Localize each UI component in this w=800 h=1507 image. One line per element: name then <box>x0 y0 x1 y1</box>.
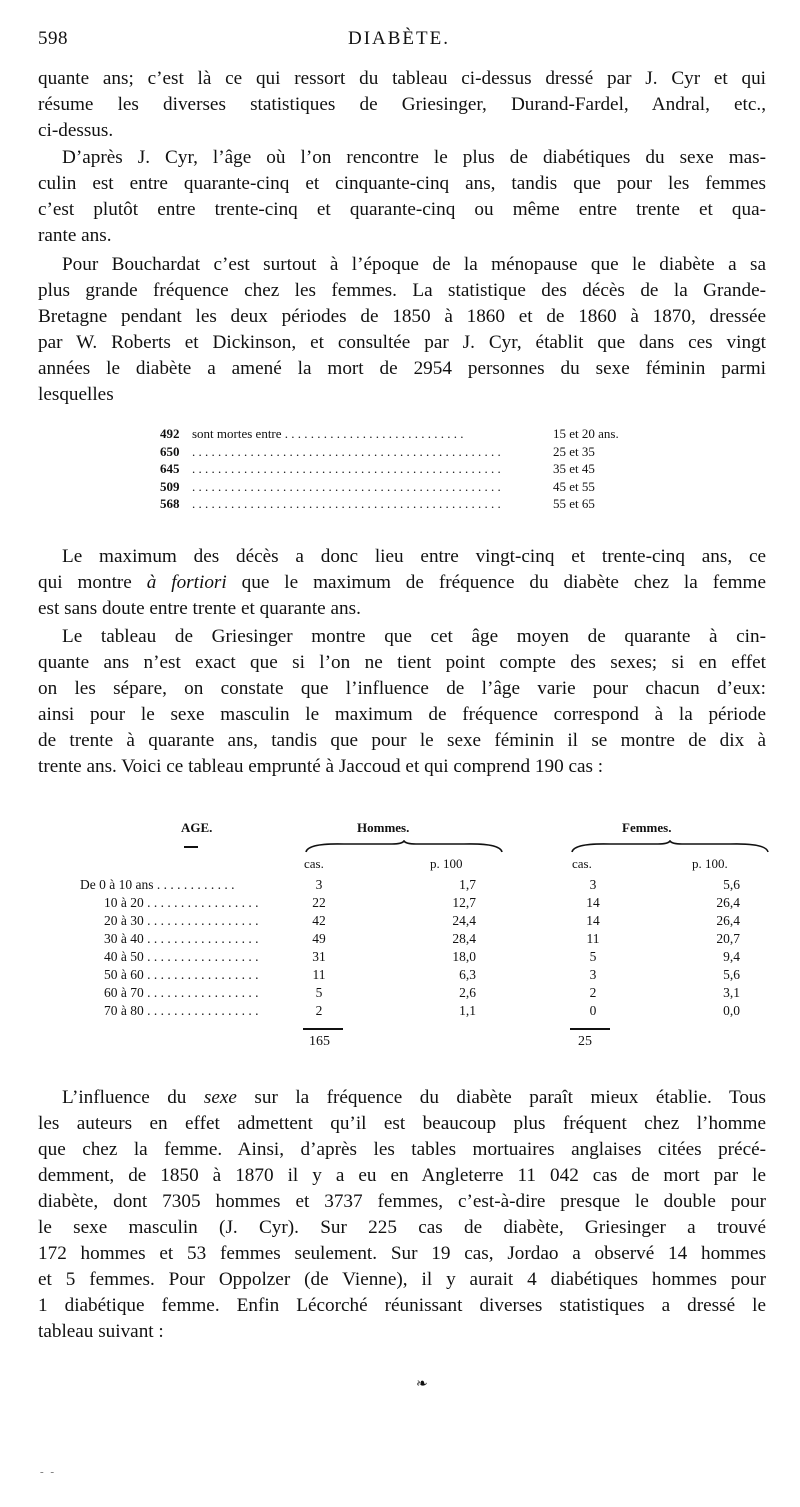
text-line: de trente à quarante ans, tandis que pour le sexe féminin il se montre de dix à <box>38 730 766 751</box>
table-row <box>80 967 760 984</box>
men-column-header: Hommes. <box>357 820 410 835</box>
text-line: lesquelles <box>38 384 114 405</box>
age-range-cell: 60 à 70 . . . . . . . . . . . . . . . . . <box>104 985 259 1000</box>
women-total: 25 <box>578 1034 592 1049</box>
table-row <box>80 877 760 894</box>
paragraph-4 <box>38 544 766 622</box>
text-line <box>38 1085 766 1111</box>
men-percent-cell: 2,6 <box>459 985 476 1000</box>
list-item <box>160 425 660 443</box>
text-line: c’est plutôt entre trente-cinq et quarante-cinq ou même entre trente et qua- <box>38 199 766 220</box>
text-line: 172 hommes et 53 femmes seulement. Sur 19 cas, Jordao a observé 14 hommes <box>38 1243 766 1264</box>
list-item <box>160 443 660 461</box>
text-line: le sexe masculin (J. Cyr). Sur 225 cas de diabète, Griesinger a trouvé <box>38 1217 766 1238</box>
women-percent-cell: 5,6 <box>723 877 740 892</box>
age-range-cell: 30 à 40 . . . . . . . . . . . . . . . . . <box>104 931 259 946</box>
women-cases-cell: 14 <box>586 895 600 910</box>
table-row <box>80 895 760 912</box>
age-range-cell: 40 à 50 . . . . . . . . . . . . . . . . . <box>104 949 259 964</box>
bottom-mark: - - <box>40 1466 57 1478</box>
women-percent-cell: 26,4 <box>716 913 740 928</box>
age-range: 25 et 35 <box>553 443 595 459</box>
death-count: 509 <box>160 478 180 494</box>
text-line: Pour Bouchardat c’est surtout à l’époque de la ménopause que le diabète a sa <box>62 254 766 275</box>
text-line: demment, de 1850 à 1870 il y a eu en Angleterre 11 042 cas de mort par le <box>38 1165 766 1186</box>
text-line: Bretagne pendant les deux périodes de 1850 à 1860 et de 1860 à 1870, dressée <box>38 306 766 327</box>
text-line: Le tableau de Griesinger montre que cet âge moyen de quarante à cin- <box>62 626 766 647</box>
text-run: sur la fréquence du diabète paraît mieux établie. Tous <box>236 1087 766 1108</box>
men-percent-cell: 6,3 <box>459 967 476 982</box>
text-line <box>38 570 766 596</box>
age-range: 15 et 20 ans. <box>553 426 619 441</box>
women-brace <box>570 840 770 854</box>
text-line: trente ans. Voici ce tableau emprunté à Jaccoud et qui comprend 190 cas : <box>38 756 604 777</box>
women-percent-cell: 3,1 <box>723 985 740 1000</box>
death-count: 492 <box>160 426 180 441</box>
text-line: Le maximum des décès a donc lieu entre vingt-cinq et trente-cinq ans, ce <box>62 546 766 567</box>
table-row <box>80 913 760 930</box>
page-header <box>38 28 760 58</box>
men-percent-cell: 1,7 <box>459 877 476 892</box>
ornament-icon: ❧ <box>416 1377 428 1392</box>
death-count: 645 <box>160 461 180 476</box>
text-line: résume les diverses statistiques de Griesinger, Durand-Fardel, Andral, etc., <box>38 94 766 115</box>
women-percent-cell: 26,4 <box>716 895 740 910</box>
men-percent-cell: 28,4 <box>452 931 476 946</box>
men-percent-cell: 1,1 <box>459 1003 476 1018</box>
women-column-header: Femmes. <box>622 820 672 835</box>
men-percent-label: p. 100 <box>430 856 463 871</box>
men-cases-cell: 5 <box>315 985 323 1000</box>
men-percent-cell: 12,7 <box>452 895 476 910</box>
leader-dots: . . . . . . . . . . . . . . . . . . . . . . . . . . . . . . . . . . . . . . . . . . . . . . . . <box>192 461 501 476</box>
age-range-cell: 50 à 60 . . . . . . . . . . . . . . . . . <box>104 967 259 982</box>
text-run: que le maximum de fréquence du diabète chez la femme <box>226 572 766 593</box>
men-percent-cell: 24,4 <box>452 913 476 928</box>
women-total-rule <box>570 1028 610 1030</box>
text-line: plus grande fréquence chez les femmes. La statistique des décès de la Grande- <box>38 280 766 301</box>
men-brace <box>304 840 504 854</box>
text-line: est sans doute entre trente et quarante ans. <box>38 598 361 619</box>
age-column-header: AGE. <box>181 820 213 835</box>
table-row <box>80 1003 760 1020</box>
men-total: 165 <box>309 1034 330 1049</box>
text-line: quante ans; c’est là ce qui ressort du tableau ci-dessus dressé par J. Cyr et qui <box>38 68 766 89</box>
women-percent-cell: 0,0 <box>723 1003 740 1018</box>
women-percent-cell: 9,4 <box>723 949 740 964</box>
men-cases-cell: 11 <box>312 967 326 982</box>
header-dash <box>184 846 198 848</box>
leader-dots: . . . . . . . . . . . . . . . . . . . . . . . . . . . . . . . . . . . . . . . . . . . . . . . . <box>192 478 501 494</box>
table-row <box>80 931 760 948</box>
paragraph-6 <box>38 1085 766 1345</box>
text-run: L’influence du <box>62 1087 204 1108</box>
women-cases-cell: 3 <box>589 877 597 892</box>
age-range: 45 et 55 <box>553 478 595 494</box>
text-line: années le diabète a amené la mort de 2954 personnes du sexe féminin parmi <box>38 358 766 379</box>
text-line: que chez la femme. Ainsi, d’après les tables mortuaires anglaises citées précé- <box>38 1139 766 1160</box>
page-number: 598 <box>38 28 68 49</box>
death-count: 650 <box>160 443 180 459</box>
age-range-cell: De 0 à 10 ans . . . . . . . . . . . . <box>80 877 235 892</box>
women-cases-cell: 2 <box>589 985 597 1000</box>
italic-text: à fortiori <box>146 572 227 593</box>
text-run: qui montre <box>38 572 147 593</box>
text-line: rante ans. <box>38 225 112 246</box>
men-cases-cell: 31 <box>312 949 326 964</box>
women-percent-cell: 20,7 <box>716 931 740 946</box>
paragraph-5 <box>38 624 766 780</box>
age-range: 55 et 65 <box>553 496 595 511</box>
text-line: par W. Roberts et Dickinson, et consultée par J. Cyr, établit que dans ces vingt <box>38 332 766 353</box>
leader-text: sont mortes entre . . . . . . . . . . . . . . . . . . . . . . . . . . . . <box>192 426 464 441</box>
running-title: DIABÈTE. <box>347 28 450 49</box>
text-line: culin est entre quarante-cinq et cinquante-cinq ans, tandis que pour les femmes <box>38 173 766 194</box>
men-cases-cell: 3 <box>315 877 323 892</box>
table-row <box>80 949 760 966</box>
age-range-cell: 20 à 30 . . . . . . . . . . . . . . . . . <box>104 913 259 928</box>
table-row <box>80 985 760 1002</box>
men-cases-cell: 22 <box>312 895 326 910</box>
text-line: ci-dessus. <box>38 120 114 141</box>
women-cases-label: cas. <box>572 856 592 871</box>
leader-dots: . . . . . . . . . . . . . . . . . . . . . . . . . . . . . . . . . . . . . . . . . . . . . . . . <box>192 496 501 511</box>
list-item <box>160 478 660 496</box>
list-item <box>160 495 660 513</box>
paragraph-3 <box>38 252 766 408</box>
age-range-cell: 70 à 80 . . . . . . . . . . . . . . . . . <box>104 1003 259 1018</box>
italic-text: sexe <box>203 1087 237 1108</box>
men-percent-cell: 18,0 <box>452 949 476 964</box>
women-cases-cell: 5 <box>589 949 597 964</box>
text-line: D’après J. Cyr, l’âge où l’on rencontre le plus de diabétiques du sexe mas- <box>62 147 766 168</box>
deaths-by-age-list <box>160 425 660 513</box>
text-line: ainsi pour le sexe masculin le maximum de fréquence correspond à la période <box>38 704 766 725</box>
text-line: et 5 femmes. Pour Oppolzer (de Vienne), il y aurait 4 diabétiques hommes pour <box>38 1269 766 1290</box>
women-percent-label: p. 100. <box>692 856 728 871</box>
text-line: quante ans n’est exact que si l’on ne tient point compte des sexes; si en effet <box>38 652 766 673</box>
text-line: les auteurs en effet admettent qu’il est beaucoup plus fréquent chez l’homme <box>38 1113 766 1134</box>
death-count: 568 <box>160 496 180 511</box>
men-cases-cell: 42 <box>312 913 326 928</box>
age-range: 35 et 45 <box>553 461 595 476</box>
men-cases-cell: 49 <box>312 931 326 946</box>
paragraph-1 <box>38 66 766 144</box>
leader-dots: . . . . . . . . . . . . . . . . . . . . . . . . . . . . . . . . . . . . . . . . . . . . . . . . <box>192 443 501 459</box>
text-line: 1 diabétique femme. Enfin Lécorché réunissant diverses statistiques a dressé le <box>38 1295 766 1316</box>
men-cases-cell: 2 <box>315 1003 323 1018</box>
text-line: diabète, dont 7305 hommes et 3737 femmes, c’est-à-dire presque le double pour <box>38 1191 766 1212</box>
men-total-rule <box>303 1028 343 1030</box>
paragraph-2 <box>38 145 766 249</box>
women-cases-cell: 0 <box>589 1003 597 1018</box>
men-cases-label: cas. <box>304 856 324 871</box>
list-item <box>160 460 660 478</box>
text-line: on les sépare, on constate que l’influence de l’âge varie pour chacun d’eux: <box>38 678 766 699</box>
women-cases-cell: 14 <box>586 913 600 928</box>
women-percent-cell: 5,6 <box>723 967 740 982</box>
text-line: tableau suivant : <box>38 1321 164 1342</box>
women-cases-cell: 3 <box>589 967 597 982</box>
women-cases-cell: 11 <box>586 931 600 946</box>
age-range-cell: 10 à 20 . . . . . . . . . . . . . . . . . <box>104 895 259 910</box>
